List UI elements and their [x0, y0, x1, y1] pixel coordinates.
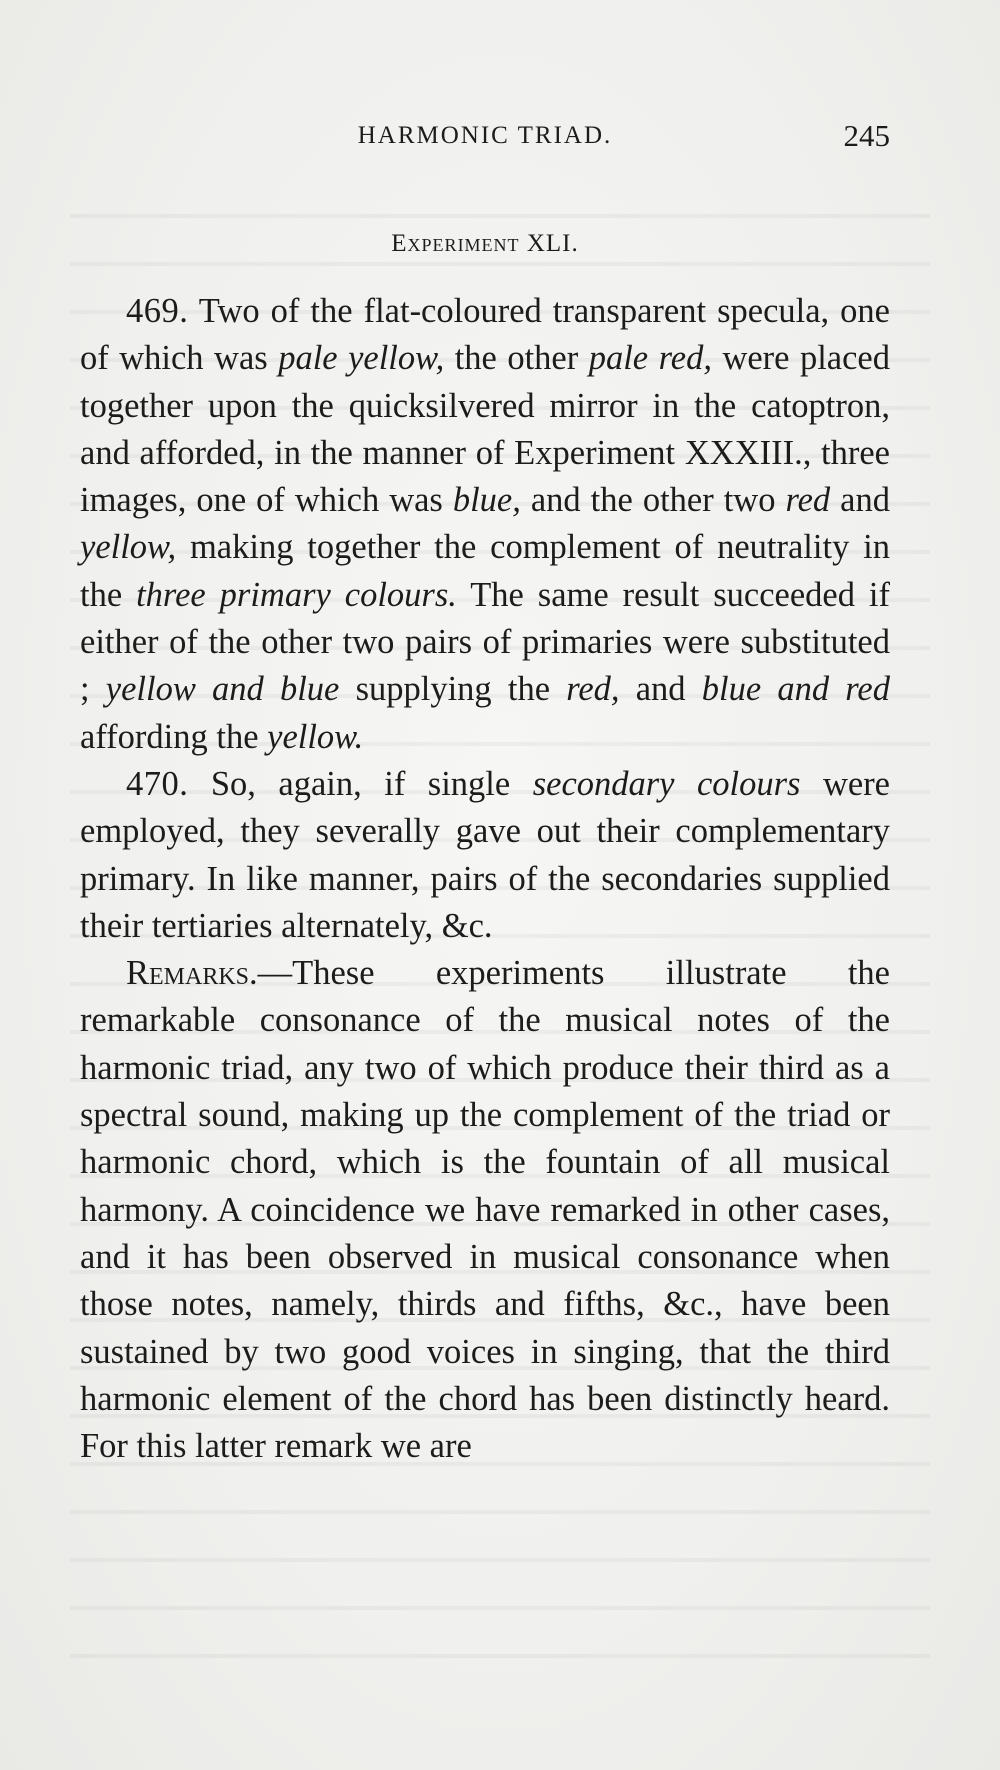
text-segment: The same result succeeded if either of the other two pairs of primaries were substituted ; [80, 575, 890, 709]
paragraph-470 [80, 761, 890, 950]
italic-segment: three primary colours. [136, 575, 457, 614]
italic-segment: secondary colours [532, 764, 801, 803]
experiment-heading [80, 230, 890, 258]
text-segment: So, again, if single [188, 764, 533, 803]
text-segment: making together the complement of neutrality in the [80, 528, 890, 614]
italic-segment: blue, [452, 481, 521, 520]
experiment-number: XLI. [526, 230, 579, 257]
text-segment: affording the [80, 717, 268, 756]
italic-segment: pale yellow, [278, 339, 445, 378]
italic-segment: pale red, [588, 339, 712, 378]
text-segment: Two of the flat-coloured transparent specula, one of which was [80, 292, 890, 378]
text-segment: the other [444, 339, 589, 378]
text-segment: —These experiments illustrate the remarkable consonance of the musical notes of the harmonic triad, any two of which produce their third as a spectral sound, making up the complement of the triad or harmonic chord, which is the fountain of all musical harmony. A coincidence we have remarked in other cases, and it has been observed in musical consonance when those notes, namely, thirds and fifths, &c., have been sustained by two good voices in singing, that the third harmonic element of the chord has been distinctly heard. For this latter remark we are [80, 954, 890, 1466]
page-number: 245 [843, 118, 890, 153]
remarks-label: Remarks. [126, 954, 258, 993]
paragraph-number: 469. [126, 292, 189, 330]
italic-segment: red [785, 481, 831, 520]
paragraph-469 [80, 288, 890, 761]
italic-segment: yellow and blue [105, 670, 340, 709]
text-segment: and [830, 481, 890, 520]
paragraph-number: 470. [126, 764, 189, 803]
text-segment: and the other two [520, 481, 786, 520]
page-header [80, 118, 890, 158]
text-segment: were placed together upon the quicksilvered mirror in the catoptron, and afforded, in the manner of Experiment XXXIII., three images, one of which was [80, 339, 890, 520]
text-segment: supplying the [339, 670, 567, 709]
text-segment: and [619, 670, 702, 709]
text-segment: were employed, they severally gave out their complementary primary. In like manner, pairs of the secondaries supplied their tertiaries alternately, &c. [80, 764, 891, 945]
italic-segment: yellow. [267, 717, 364, 756]
italic-segment: blue and red [701, 670, 890, 709]
italic-segment: red, [566, 670, 620, 709]
paragraph-remarks [80, 950, 890, 1470]
experiment-label: Experiment [391, 230, 520, 257]
running-head: HARMONIC TRIAD. [357, 122, 613, 149]
italic-segment: yellow, [80, 528, 177, 567]
body-text [80, 288, 890, 1470]
